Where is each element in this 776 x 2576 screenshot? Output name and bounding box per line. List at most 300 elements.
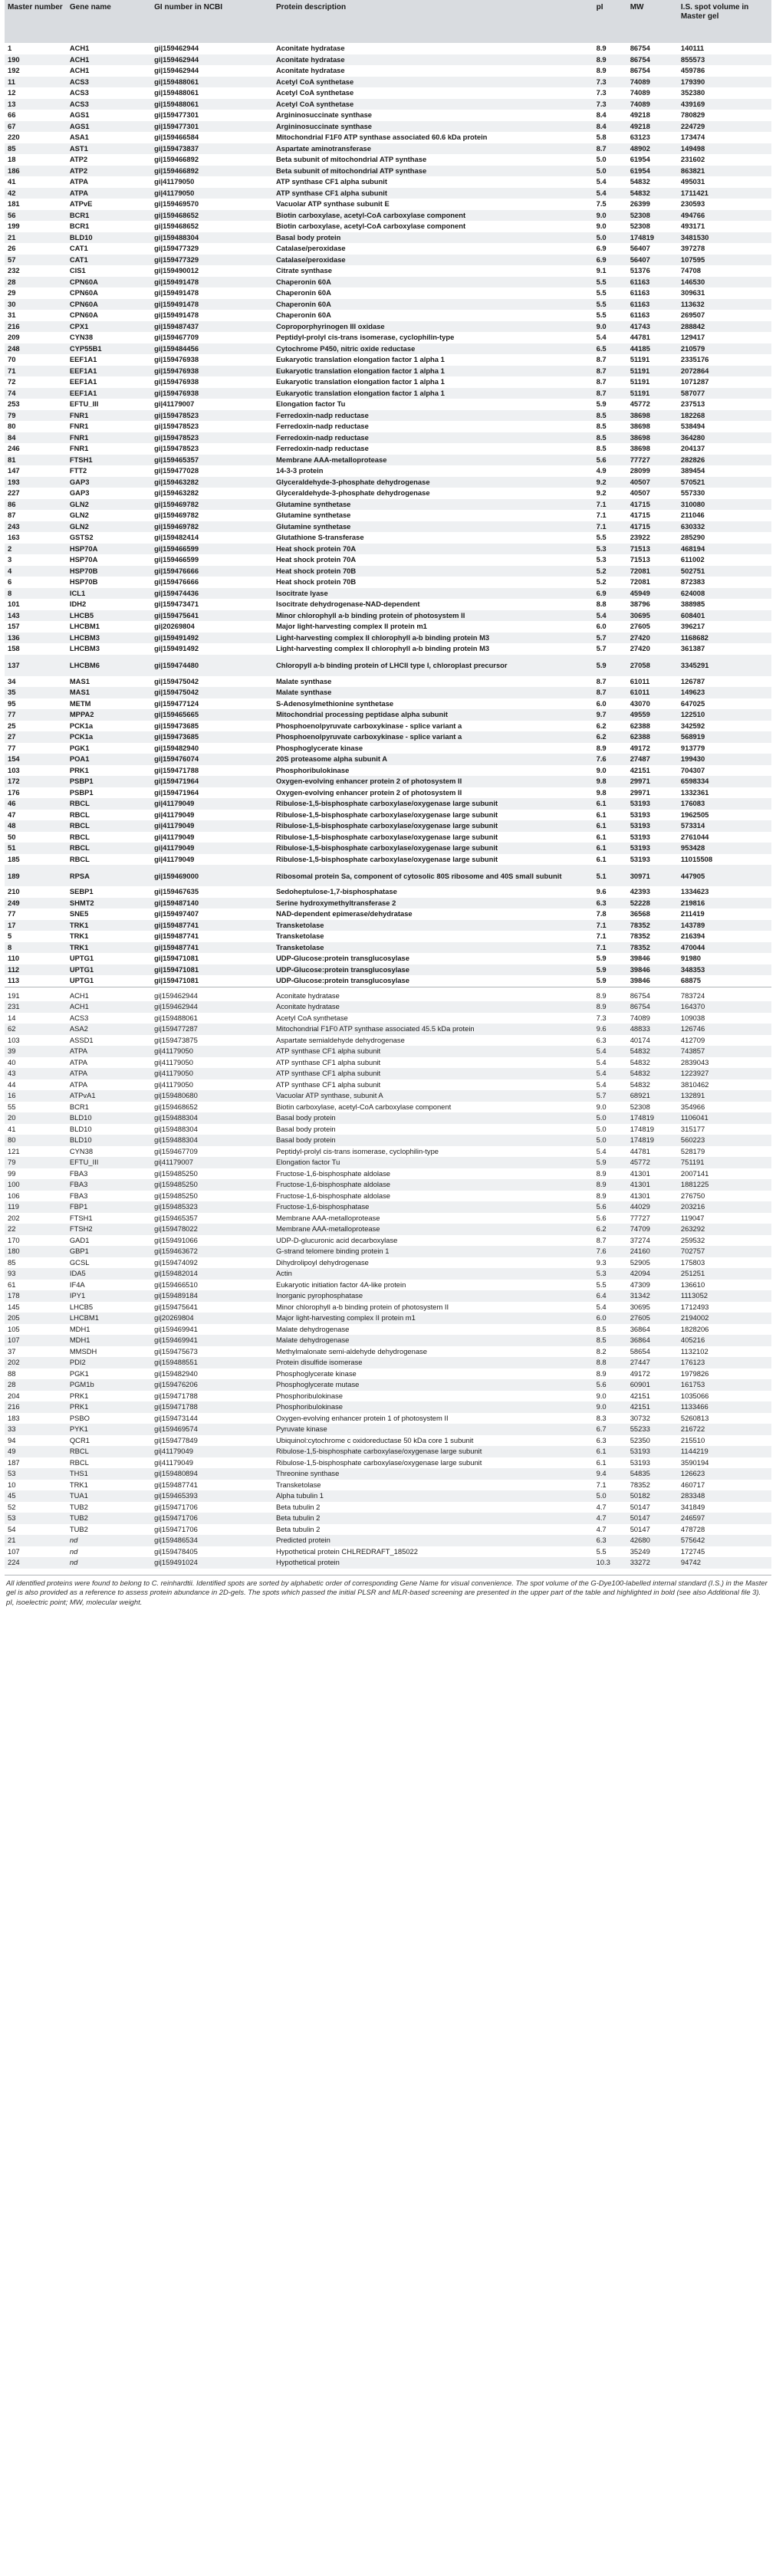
cell-protein-description: Chaperonin 60A (273, 299, 594, 310)
cell-mw: 60901 (627, 1379, 678, 1391)
cell-gene-name: LHCB5 (69, 1302, 94, 1311)
cell-is-spot-volume: 109038 (680, 1013, 705, 1022)
cell-pi: 5.5 (594, 299, 627, 310)
table-row (5, 510, 771, 521)
cell-mw: 42680 (627, 1535, 678, 1546)
cell-mw: 41715 (630, 511, 650, 519)
cell-protein-description: Protein disulfide isomerase (273, 1357, 594, 1368)
table-row (5, 477, 771, 488)
cell-protein-description: Mitochondrial F1F0 ATP synthase associated 45.5 kDa protein (273, 1024, 594, 1035)
cell-is-spot-volume: 1223927 (678, 1068, 771, 1079)
cell-is-spot-volume: 780829 (680, 110, 705, 119)
cell-gi-number: gi|159471964 (154, 787, 199, 797)
table-row (5, 1446, 771, 1457)
header-gene-name: Gene name (67, 0, 151, 43)
cell-gene-name: CPN60A (69, 288, 98, 297)
cell-gene-name: FTSH1 (69, 1213, 93, 1222)
cell-protein-description: Membrane AAA-metalloprotease (273, 1224, 594, 1235)
cell-pi: 5.5 (594, 277, 627, 288)
cell-is-spot-volume: 1712493 (680, 1302, 709, 1311)
cell-master-number: 22 (5, 1224, 67, 1235)
cell-is-spot-volume: 439169 (678, 99, 771, 110)
cell-gi-number: gi|159462944 (151, 54, 273, 66)
cell-gi-number: gi|159466510 (154, 1280, 198, 1289)
cell-gene-name: CYN38 (69, 333, 94, 341)
cell-master-number: 20 (5, 1112, 67, 1124)
cell-gi-number: gi|159488304 (151, 1135, 273, 1146)
cell-mw: 74709 (627, 1224, 678, 1235)
cell-gi-number: gi|159471964 (151, 776, 273, 787)
cell-master-number: 46 (5, 798, 67, 810)
cell-mw: 27605 (630, 622, 650, 630)
cell-mw: 41743 (627, 321, 678, 333)
cell-gi-number: gi|159471706 (154, 1524, 198, 1533)
cell-mw: 27487 (627, 754, 678, 765)
cell-gi-number: gi|159476206 (151, 1379, 273, 1391)
cell-protein-description: Phosphoribulokinase (275, 765, 350, 774)
cell-protein-description: Phosphoenolpyruvate carboxykinase - splice variant a (273, 731, 594, 743)
cell-gene-name: ACH1 (67, 1001, 151, 1013)
cell-pi: 6.3 (596, 1035, 607, 1044)
cell-gi-number: gi|159467709 (154, 333, 199, 341)
cell-is-spot-volume: 459786 (680, 66, 705, 74)
cell-gi-number: gi|159478523 (151, 410, 273, 422)
cell-pi: 8.5 (596, 444, 607, 452)
cell-gi-number: gi|159491492 (151, 632, 273, 644)
cell-protein-description: Acetyl CoA synthetase (275, 1013, 348, 1022)
cell-master-number: 232 (8, 266, 20, 274)
table-row (5, 1513, 771, 1524)
cell-protein-description: Major light-harvesting complex II protein m1 (273, 1313, 594, 1324)
cell-gi-number: gi|41179049 (154, 832, 195, 841)
cell-pi: 6.9 (594, 588, 627, 600)
table-row (5, 310, 771, 321)
cell-gi-number: gi|159477287 (151, 1024, 273, 1035)
table-row (5, 1346, 771, 1358)
cell-protein-description: Chaperonin 60A (275, 288, 331, 297)
cell-protein-description: Dihydrolipoyl dehydrogenase (275, 1257, 369, 1267)
cell-mw: 39846 (630, 954, 650, 962)
cell-master-number: 50 (8, 832, 16, 841)
cell-gi-number: gi|159465393 (151, 1490, 273, 1502)
cell-mw: 53193 (627, 798, 678, 810)
table-row (5, 1024, 771, 1035)
cell-master-number: 172 (5, 776, 67, 787)
cell-master-number: 95 (8, 698, 16, 708)
cell-is-spot-volume: 587077 (678, 388, 771, 399)
cell-mw: 174819 (627, 1112, 678, 1124)
table-row (5, 1068, 771, 1079)
cell-pi: 5.4 (596, 1302, 607, 1311)
cell-is-spot-volume: 493171 (680, 222, 705, 230)
cell-master-number: 227 (8, 488, 20, 497)
cell-pi: 5.4 (596, 1079, 607, 1089)
cell-pi: 6.9 (594, 255, 627, 266)
table-row (5, 832, 771, 843)
table-header (5, 0, 771, 43)
table-row (5, 354, 771, 366)
cell-gi-number: gi|159471788 (151, 1401, 273, 1413)
cell-gi-number: gi|159473875 (154, 1035, 198, 1044)
table-row (5, 1168, 771, 1180)
cell-gene-name: HSP70A (69, 555, 98, 564)
table-row (5, 554, 771, 566)
cell-protein-description: Beta subunit of mitochondrial ATP synthase (273, 166, 594, 177)
cell-is-spot-volume: 172745 (680, 1546, 705, 1556)
table-row (5, 544, 771, 555)
cell-pi: 7.1 (594, 920, 627, 932)
cell-master-number: 136 (5, 632, 67, 644)
cell-pi: 5.6 (594, 455, 627, 466)
cell-gene-name: LHCBM1 (69, 622, 100, 630)
cell-master-number: 202 (5, 1357, 67, 1368)
cell-mw: 42393 (630, 887, 650, 895)
cell-is-spot-volume: 361387 (680, 644, 705, 652)
cell-gi-number: gi|159487741 (154, 932, 199, 940)
cell-gi-number: gi|159469000 (151, 865, 273, 886)
cell-master-number: 39 (5, 1046, 67, 1057)
cell-mw: 78352 (627, 942, 678, 954)
cell-master-number: 44 (8, 1079, 16, 1089)
cell-master-number: 72 (8, 377, 16, 386)
cell-protein-description: Light-harvesting complex II chlorophyll a-b binding protein M3 (273, 632, 594, 644)
cell-gi-number: gi|159477849 (154, 1435, 198, 1444)
cell-gi-number: gi|20269804 (151, 1313, 273, 1324)
cell-master-number: 189 (5, 865, 67, 886)
cell-gene-name: METM (69, 698, 91, 708)
cell-pi: 6.9 (596, 244, 607, 252)
cell-master-number: 61 (8, 1280, 16, 1289)
cell-gi-number: gi|159477028 (154, 466, 199, 475)
cell-mw: 78352 (630, 932, 650, 940)
cell-mw: 86754 (630, 991, 650, 1000)
cell-is-spot-volume: 251251 (678, 1268, 771, 1280)
cell-gene-name: PGK1 (69, 743, 90, 752)
cell-master-number: 62 (5, 1024, 67, 1035)
table-row (5, 1235, 771, 1247)
cell-protein-description: Malate synthase (275, 676, 332, 685)
cell-gi-number: gi|159485250 (154, 1191, 198, 1200)
cell-is-spot-volume: 3481530 (678, 232, 771, 244)
cell-gene-name: MDH1 (67, 1335, 151, 1346)
cell-master-number: 40 (8, 1057, 16, 1066)
cell-is-spot-volume: 113632 (678, 299, 771, 310)
cell-master-number: 181 (8, 199, 20, 208)
cell-protein-description: Malate dehydrogenase (273, 1335, 594, 1346)
cell-protein-description: Vacuolar ATP synthase, subunit A (273, 1090, 594, 1102)
cell-is-spot-volume: 1132102 (680, 1346, 709, 1355)
cell-protein-description: Beta tubulin 2 (275, 1502, 321, 1511)
cell-gene-name: ASA1 (69, 133, 89, 141)
cell-pi: 6.4 (594, 1290, 627, 1302)
cell-pi: 4.7 (596, 1502, 607, 1511)
cell-protein-description: Chaperonin 60A (275, 310, 331, 319)
cell-gi-number: gi|159475042 (154, 676, 199, 685)
cell-mw: 86754 (630, 66, 650, 74)
cell-is-spot-volume: 1711421 (678, 188, 771, 199)
cell-protein-description: Transketolase (275, 1480, 321, 1489)
cell-gi-number: gi|159466599 (154, 555, 199, 564)
cell-gene-name: LHCBM1 (67, 1313, 151, 1324)
cell-protein-description: Heat shock protein 70B (273, 566, 594, 577)
cell-master-number: 105 (8, 1324, 20, 1333)
cell-protein-description: Chloropyll a-b binding protein of LHCII type I, chloroplast precursor (273, 655, 594, 676)
cell-is-spot-volume: 204137 (680, 444, 705, 452)
cell-mw: 39846 (627, 964, 678, 976)
cell-protein-description: Cytochrome P450, nitric oxide reductase (273, 343, 594, 355)
cell-master-number: 157 (8, 622, 20, 630)
cell-gi-number: gi|159488304 (151, 232, 273, 244)
header-pi: pI (594, 0, 627, 43)
cell-gene-name: EFTU_III (69, 399, 99, 408)
cell-pi: 5.4 (596, 333, 607, 341)
cell-mw: 30732 (630, 1413, 650, 1422)
table-row (5, 1490, 771, 1502)
cell-protein-description: Ribulose-1,5-bisphosphate carboxylase/oxygenase large subunit (275, 832, 498, 841)
cell-mw: 30695 (627, 610, 678, 622)
header-master-number: Master number (5, 0, 67, 43)
cell-mw: 38796 (630, 600, 650, 608)
cell-pi: 6.1 (594, 843, 627, 854)
cell-pi: 8.7 (594, 143, 627, 155)
cell-is-spot-volume: 575642 (678, 1535, 771, 1546)
cell-gi-number: gi|159477329 (151, 255, 273, 266)
cell-master-number: 178 (5, 1290, 67, 1302)
cell-gene-name: THS1 (67, 1468, 151, 1480)
table-row (5, 288, 771, 299)
cell-is-spot-volume: 6598334 (678, 776, 771, 787)
cell-is-spot-volume: 140111 (680, 44, 705, 52)
cell-gene-name: UPTG1 (69, 954, 94, 962)
cell-protein-description: Vacuolar ATP synthase subunit E (275, 199, 390, 208)
cell-is-spot-volume: 288842 (678, 321, 771, 333)
cell-master-number: 191 (8, 991, 20, 1000)
cell-is-spot-volume: 1828206 (680, 1324, 709, 1333)
cell-is-spot-volume: 176123 (678, 1357, 771, 1368)
cell-master-number: 85 (8, 1257, 16, 1267)
cell-protein-description: Eukaryotic translation elongation factor 1 alpha 1 (275, 377, 445, 386)
table-row (5, 265, 771, 277)
cell-is-spot-volume: 1106041 (678, 1112, 771, 1124)
cell-gi-number: gi|159462944 (154, 66, 199, 74)
cell-protein-description: Ribulose-1,5-bisphosphate carboxylase/oxygenase large subunit (273, 820, 594, 832)
cell-pi: 7.3 (594, 77, 627, 88)
cell-gi-number: gi|41179049 (151, 1446, 273, 1457)
cell-protein-description: Phosphoglycerate kinase (275, 743, 363, 752)
cell-master-number: 8 (5, 942, 67, 954)
cell-master-number: 16 (5, 1090, 67, 1102)
cell-mw: 41301 (627, 1179, 678, 1191)
cell-master-number: 2 (5, 544, 67, 555)
cell-gene-name: ACS3 (69, 88, 89, 97)
cell-gene-name: TUB2 (69, 1524, 88, 1533)
table-row (5, 343, 771, 355)
cell-protein-description: Malate synthase (273, 687, 594, 698)
cell-is-spot-volume: 129417 (680, 333, 705, 341)
table-row (5, 1368, 771, 1380)
cell-mw: 51191 (630, 377, 650, 386)
cell-gi-number: gi|159485323 (151, 1201, 273, 1213)
cell-pi: 8.9 (594, 1001, 627, 1013)
cell-pi: 5.6 (594, 1201, 627, 1213)
cell-protein-description: Biotin carboxylase, acetyl-CoA carboxylase component (273, 210, 594, 222)
table-row (5, 1480, 771, 1491)
table-body-bold (5, 43, 771, 987)
cell-master-number: 56 (5, 210, 67, 222)
cell-is-spot-volume: 855573 (678, 54, 771, 66)
cell-gene-name: BCR1 (69, 222, 90, 230)
cell-gi-number: gi|159476938 (154, 355, 199, 363)
table-row (5, 1124, 771, 1135)
cell-gi-number: gi|159488304 (151, 1112, 273, 1124)
cell-gi-number: gi|159469570 (154, 199, 199, 208)
cell-master-number: 163 (8, 533, 20, 541)
cell-master-number: 209 (8, 333, 20, 341)
cell-gi-number: gi|159473685 (154, 721, 199, 730)
table-row (5, 765, 771, 777)
cell-protein-description: S-Adenosylmethionine synthetase (275, 698, 394, 708)
cell-mw: 44781 (630, 1146, 650, 1155)
table-row (5, 709, 771, 721)
cell-protein-description: Peptidyl-prolyl cis-trans isomerase, cyclophilin-type (275, 333, 455, 341)
cell-pi: 6.0 (596, 622, 607, 630)
cell-is-spot-volume: 203216 (678, 1201, 771, 1213)
cell-mw: 50147 (630, 1524, 650, 1533)
cell-is-spot-volume: 146530 (678, 277, 771, 288)
cell-mw: 27420 (627, 632, 678, 644)
cell-pi: 8.3 (596, 1413, 607, 1422)
cell-gi-number: gi|159473685 (151, 731, 273, 743)
cell-gene-name: HSP70A (67, 544, 151, 555)
table-row (5, 991, 771, 1002)
cell-gi-number: gi|159487741 (154, 1480, 198, 1489)
cell-pi: 7.3 (596, 1013, 607, 1022)
cell-master-number: 202 (8, 1213, 20, 1222)
cell-is-spot-volume: 149498 (678, 143, 771, 155)
cell-master-number: 193 (5, 477, 67, 488)
cell-gi-number: gi|159471081 (154, 976, 199, 984)
cell-gi-number: gi|159473471 (154, 600, 199, 608)
cell-mw: 45772 (627, 1157, 678, 1168)
cell-mw: 49172 (630, 743, 650, 752)
cell-gi-number: gi|159476938 (151, 388, 273, 399)
cell-mw: 54832 (630, 177, 650, 186)
cell-gene-name: BLD10 (69, 1124, 92, 1133)
cell-master-number: 204 (8, 1391, 20, 1400)
cell-mw: 62388 (630, 721, 650, 730)
table-row (5, 1179, 771, 1191)
cell-gi-number: gi|41179050 (154, 1079, 193, 1089)
cell-gene-name: MAS1 (67, 687, 151, 698)
cell-is-spot-volume: 570521 (678, 477, 771, 488)
cell-gene-name: SEBP1 (69, 887, 94, 895)
cell-gi-number: gi|159491478 (154, 288, 199, 297)
cell-master-number: 10 (8, 1480, 16, 1489)
cell-gene-name: LHCB5 (67, 610, 151, 622)
cell-gene-name: LHCBM6 (67, 655, 151, 676)
cell-protein-description: Ferredoxin-nadp reductase (273, 432, 594, 444)
cell-gi-number: gi|159466892 (151, 166, 273, 177)
cell-gene-name: EEF1A1 (69, 355, 97, 363)
cell-protein-description: Isocitrate dehydrogenase-NAD-dependent (275, 600, 420, 608)
table-row (5, 1146, 771, 1158)
cell-pi: 5.3 (594, 1268, 627, 1280)
cell-protein-description: Transketolase (273, 920, 594, 932)
table-row (5, 1391, 771, 1402)
cell-protein-description: Oxygen-evolving enhancer protein 2 of photosystem II (275, 787, 462, 797)
cell-mw: 44781 (630, 333, 650, 341)
cell-protein-description: Glyceraldehyde-3-phosphate dehydrogenase (273, 477, 594, 488)
cell-mw: 38698 (630, 422, 650, 430)
table-row (5, 687, 771, 698)
cell-gi-number: gi|159463672 (151, 1246, 273, 1257)
cell-mw: 61163 (630, 310, 650, 319)
cell-pi: 5.5 (596, 1546, 607, 1556)
cell-gi-number: gi|159489184 (151, 1290, 273, 1302)
cell-pi: 5.4 (594, 1046, 627, 1057)
cell-mw: 41715 (627, 521, 678, 533)
cell-pi: 5.4 (596, 177, 607, 186)
cell-gi-number: gi|159478022 (151, 1224, 273, 1235)
cell-is-spot-volume: 702757 (678, 1246, 771, 1257)
cell-master-number: 80 (8, 422, 16, 430)
cell-pi: 7.6 (594, 754, 627, 765)
cell-gi-number: gi|159497407 (154, 909, 199, 918)
cell-gi-number: gi|41179050 (151, 1068, 273, 1079)
cell-gene-name: ASA2 (67, 1024, 151, 1035)
cell-master-number: 34 (8, 676, 16, 685)
cell-gene-name: EEF1A1 (67, 366, 151, 377)
cell-gi-number: gi|159471706 (151, 1513, 273, 1524)
table-row (5, 798, 771, 810)
cell-gene-name: SHMT2 (67, 898, 151, 909)
cell-master-number: 158 (8, 644, 20, 652)
cell-gene-name: TRK1 (69, 932, 89, 940)
table-row (5, 221, 771, 232)
cell-pi: 5.8 (596, 133, 607, 141)
cell-protein-description: Ferredoxin-nadp reductase (275, 422, 369, 430)
cell-master-number: 103 (8, 765, 20, 774)
cell-pi: 5.4 (594, 188, 627, 199)
cell-gene-name: SNE5 (69, 909, 89, 918)
table-row (5, 865, 771, 886)
cell-gene-name: IDH2 (69, 600, 87, 608)
cell-pi: 6.3 (594, 898, 627, 909)
cell-master-number: 5 (8, 932, 12, 940)
cell-protein-description: Glutamine synthetase (275, 511, 351, 519)
cell-is-spot-volume: 231602 (680, 155, 705, 163)
cell-master-number: 71 (5, 366, 67, 377)
table-row (5, 488, 771, 499)
cell-is-spot-volume: 132891 (678, 1090, 771, 1102)
table-row (5, 621, 771, 632)
cell-protein-description: 20S proteasome alpha subunit A (273, 754, 594, 765)
cell-gi-number: gi|159468652 (154, 1102, 198, 1111)
cell-is-spot-volume: 122510 (678, 709, 771, 721)
cell-mw: 86754 (630, 44, 650, 52)
table-row (5, 1557, 771, 1569)
cell-pi: 7.1 (596, 1480, 607, 1489)
cell-mw: 44185 (627, 343, 678, 355)
cell-gi-number: gi|41179049 (151, 820, 273, 832)
cell-mw: 74089 (630, 88, 650, 97)
cell-gene-name: PCK1a (67, 731, 151, 743)
cell-mw: 53193 (627, 843, 678, 854)
cell-is-spot-volume: 495031 (680, 177, 705, 186)
cell-pi: 7.8 (596, 909, 607, 918)
cell-gi-number: gi|159463282 (151, 477, 273, 488)
cell-pi: 9.0 (594, 1401, 627, 1413)
